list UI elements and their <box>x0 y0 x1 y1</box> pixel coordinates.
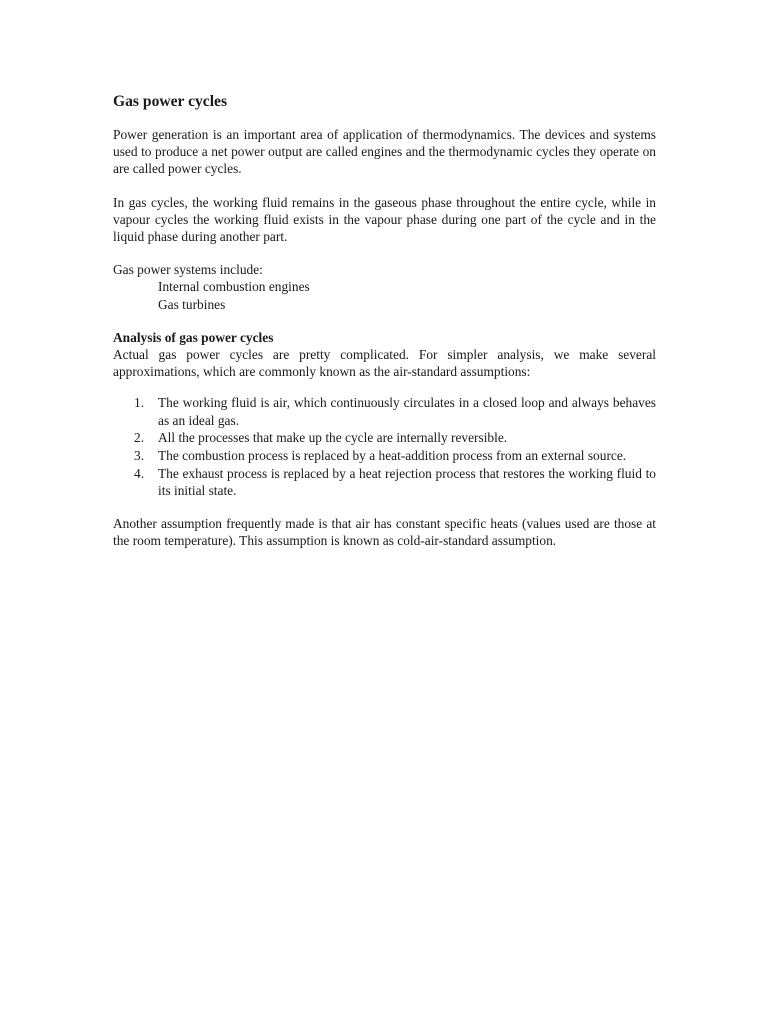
assumption-item <box>113 465 656 499</box>
assumptions-list <box>113 394 656 499</box>
systems-item: Internal combustion engines <box>158 279 310 295</box>
assumption-item <box>113 447 656 464</box>
gas-vs-vapour-paragraph: In gas cycles, the working fluid remains in the gaseous phase throughout the entire cycle, while in vapour cycles the working fluid exists in the vapour phase during one part of the cycle and in the liquid phase during another part. <box>113 194 656 245</box>
assumption-number: 4. <box>134 465 145 481</box>
assumption-text: The combustion process is replaced by a heat-addition process from an external source. <box>158 448 627 464</box>
assumption-text: The working fluid is air, which continuously circulates in a closed loop and always behaves as an ideal gas. <box>158 395 656 428</box>
assumption-text: The exhaust process is replaced by a heat rejection process that restores the working fluid to its initial state. <box>158 465 656 498</box>
assumption-number: 1. <box>134 395 145 411</box>
intro-paragraph: Power generation is an important area of application of thermodynamics. The devices and systems used to produce a net power output are called engines and the thermodynamic cycles they operate on are called power cycles. <box>113 127 656 177</box>
document-title: Gas power cycles <box>113 93 228 110</box>
systems-item: Gas turbines <box>158 296 226 312</box>
assumption-number: 3. <box>134 448 145 464</box>
systems-list <box>113 278 656 312</box>
assumption-number: 2. <box>134 430 145 446</box>
systems-intro: Gas power systems include: <box>113 262 263 278</box>
analysis-intro-paragraph: Actual gas power cycles are pretty complicated. For simpler analysis, we make several approximations, which are commonly known as the air-standard assumptions: <box>113 347 656 380</box>
analysis-heading: Analysis of gas power cycles <box>113 329 274 345</box>
assumption-item <box>113 429 656 446</box>
document-page <box>113 92 656 566</box>
assumption-item <box>113 394 656 428</box>
assumption-text: All the processes that make up the cycle are internally reversible. <box>158 430 508 446</box>
closing-paragraph: Another assumption frequently made is that air has constant specific heats (values used are those at the room temperature). This assumption is known as cold-air-standard assumption. <box>113 516 656 549</box>
